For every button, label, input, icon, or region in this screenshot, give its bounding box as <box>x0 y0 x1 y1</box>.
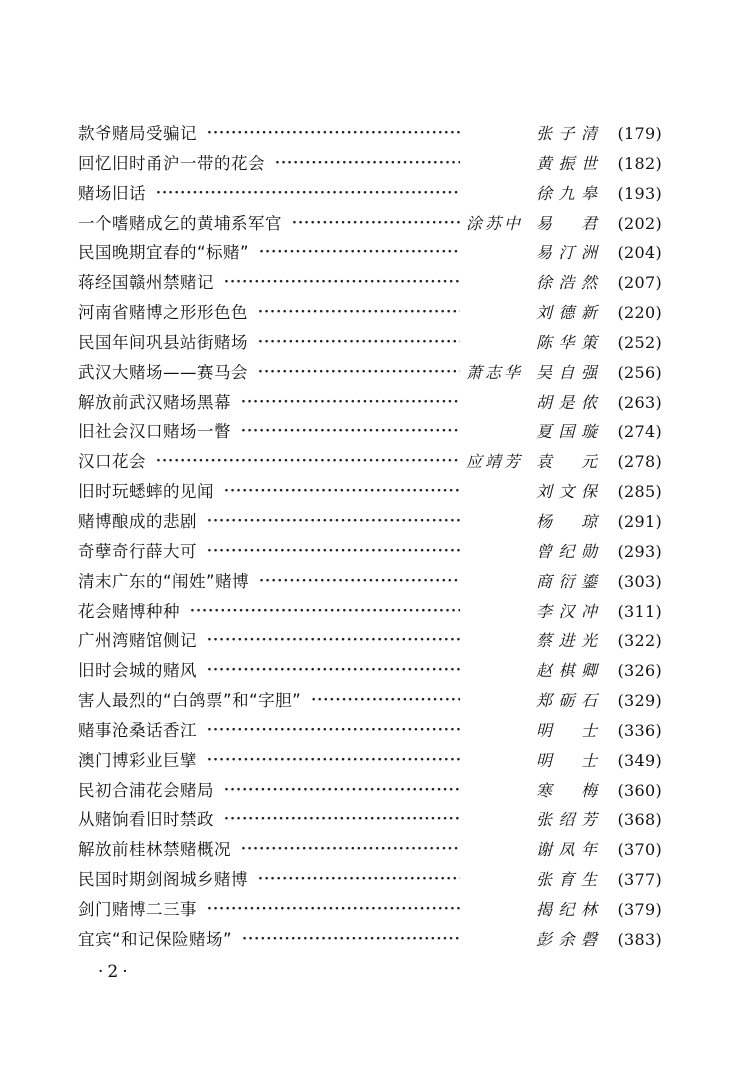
dot-leader <box>258 358 460 388</box>
entry-author: 商衍鎏 <box>536 571 600 591</box>
entry-author: 易君 <box>536 213 600 233</box>
entry-page: (322) <box>617 631 662 651</box>
toc-entry <box>78 298 662 328</box>
entry-author: 蔡进光 <box>536 631 600 651</box>
entry-page: (263) <box>617 392 662 412</box>
dot-leader <box>311 686 460 716</box>
entry-page: (291) <box>617 511 662 531</box>
entry-title: 从赌饷看旧时禁政 <box>78 810 214 830</box>
entry-author: 李汉冲 <box>536 601 600 621</box>
dot-leader <box>207 746 460 776</box>
toc-entry <box>78 865 662 895</box>
entry-page: (336) <box>617 720 662 740</box>
dot-leader <box>207 119 460 149</box>
entry-page: (326) <box>617 661 662 681</box>
entry-page: (252) <box>617 332 662 352</box>
entry-title: 武汉大赌场——赛马会 <box>78 362 248 382</box>
entry-page: (220) <box>617 303 662 323</box>
toc-entry <box>78 537 662 567</box>
entry-page: (182) <box>617 153 662 173</box>
toc-entry <box>78 388 662 418</box>
entry-author: 郑砺石 <box>536 691 600 711</box>
dot-leader <box>190 597 460 627</box>
entry-page: (207) <box>617 273 662 293</box>
entry-author: 易汀洲 <box>536 243 600 263</box>
entry-author: 吴自强 <box>536 362 600 382</box>
entry-coauthor: 应靖芳 <box>466 452 524 472</box>
entry-title: 解放前武汉赌场黑幕 <box>78 392 231 412</box>
entry-page: (256) <box>617 362 662 382</box>
entry-page: (285) <box>617 482 662 502</box>
entry-author: 赵棋卿 <box>536 661 600 681</box>
dot-leader <box>242 925 460 955</box>
entry-coauthor: 萧志华 <box>466 362 524 382</box>
dot-leader <box>259 567 460 597</box>
entry-title: 赌场旧话 <box>78 183 146 203</box>
entry-title: 民国时期剑阁城乡赌博 <box>78 870 248 890</box>
dot-leader <box>241 388 460 418</box>
entry-title: 解放前桂林禁赌概况 <box>78 840 231 860</box>
entry-title: 旧社会汉口赌场一瞥 <box>78 422 231 442</box>
entry-title: 一个嗜赌成乞的黄埔系军官 <box>78 213 282 233</box>
entry-page: (274) <box>617 422 662 442</box>
entry-author: 揭纪林 <box>536 899 600 919</box>
entry-page: (278) <box>617 452 662 472</box>
entry-page: (349) <box>617 750 662 770</box>
entry-title: 民初合浦花会赌局 <box>78 780 214 800</box>
entry-author: 明士 <box>536 720 600 740</box>
entry-author: 徐九皋 <box>536 183 600 203</box>
entry-author: 张育生 <box>536 870 600 890</box>
entry-author: 黄振世 <box>536 153 600 173</box>
entry-author: 徐浩然 <box>536 273 600 293</box>
toc-entry <box>78 417 662 447</box>
entry-page: (303) <box>617 571 662 591</box>
toc-entry <box>78 447 662 477</box>
entry-author: 杨琼 <box>536 511 600 531</box>
entry-author: 张子清 <box>536 124 600 143</box>
entry-title: 民国年间巩县站街赌场 <box>78 332 248 352</box>
dot-leader <box>292 209 460 239</box>
toc-entry <box>78 686 662 716</box>
dot-leader <box>207 626 460 656</box>
entry-author: 刘文保 <box>536 482 600 502</box>
dot-leader <box>275 149 460 179</box>
dot-leader <box>207 716 460 746</box>
entry-title: 民国晚期宜春的“标赌” <box>78 243 250 263</box>
entry-title: 奇孽奇行薛大可 <box>78 541 197 561</box>
toc-entry <box>78 358 662 388</box>
toc-entry <box>78 776 662 806</box>
entry-title: 清末广东的“闱姓”赌博 <box>78 571 250 591</box>
toc-entry <box>78 716 662 746</box>
entry-title: 回忆旧时甬沪一带的花会 <box>78 153 265 173</box>
entry-page: (311) <box>617 601 662 621</box>
entry-page: (377) <box>617 870 662 890</box>
toc-entry <box>78 746 662 776</box>
dot-leader <box>258 328 460 358</box>
entry-page: (368) <box>617 810 662 830</box>
toc-entry <box>78 656 662 686</box>
entry-title: 害人最烈的“白鸽票”和“字胆” <box>78 691 302 711</box>
entry-title: 旧时玩蟋蟀的见闻 <box>78 482 214 502</box>
dot-leader <box>207 507 460 537</box>
dot-leader <box>224 776 460 806</box>
entry-author: 明士 <box>536 750 600 770</box>
entry-page: (204) <box>617 243 662 263</box>
dot-leader <box>224 805 460 835</box>
toc-entry <box>78 119 662 149</box>
toc-entry <box>78 835 662 865</box>
toc-entry <box>78 925 662 955</box>
entry-title: 旧时会城的赌风 <box>78 661 197 681</box>
dot-leader <box>241 835 460 865</box>
dot-leader <box>224 477 460 507</box>
dot-leader <box>156 179 460 209</box>
dot-leader <box>259 238 460 268</box>
toc-entry <box>78 477 662 507</box>
entry-page: (370) <box>617 840 662 860</box>
entry-title: 汉口花会 <box>78 452 146 472</box>
entry-author: 刘德新 <box>536 303 600 323</box>
toc-entry <box>78 567 662 597</box>
page-number: ·2· <box>98 962 132 982</box>
entry-author: 胡是侬 <box>536 392 600 412</box>
entry-page: (379) <box>617 899 662 919</box>
toc-entry <box>78 805 662 835</box>
toc-entry <box>78 597 662 627</box>
toc-entry <box>78 209 662 239</box>
entry-title: 河南省赌博之形形色色 <box>78 303 248 323</box>
dot-leader <box>258 298 460 328</box>
toc-entry <box>78 507 662 537</box>
dot-leader <box>156 447 460 477</box>
dot-leader <box>258 865 460 895</box>
toc-entry <box>78 895 662 925</box>
toc-entry <box>78 179 662 209</box>
entry-author: 彭余磬 <box>536 929 600 949</box>
entry-title: 剑门赌博二三事 <box>78 899 197 919</box>
entry-title: 澳门博彩业巨擘 <box>78 750 197 770</box>
toc-entry <box>78 238 662 268</box>
entry-page: (329) <box>617 691 662 711</box>
entry-title: 花会赌博种种 <box>78 601 180 621</box>
entry-page: (179) <box>617 124 662 143</box>
entry-title: 款爷赌局受骗记 <box>78 124 197 143</box>
dot-leader <box>241 417 460 447</box>
entry-page: (293) <box>617 541 662 561</box>
entry-title: 广州湾赌馆侧记 <box>78 631 197 651</box>
entry-page: (193) <box>617 183 662 203</box>
entry-author: 谢凤年 <box>536 840 600 860</box>
entry-author: 张绍芳 <box>536 810 600 830</box>
toc-entry <box>78 328 662 358</box>
toc-entry <box>78 149 662 179</box>
entry-author: 夏国璇 <box>536 422 600 442</box>
toc-entry <box>78 268 662 298</box>
entry-title: 蒋经国赣州禁赌记 <box>78 273 214 293</box>
entry-author: 袁元 <box>536 452 600 472</box>
entry-title: 赌博酿成的悲剧 <box>78 511 197 531</box>
table-of-contents <box>78 119 662 955</box>
entry-author: 曾纪勋 <box>536 541 600 561</box>
entry-author: 陈华策 <box>536 332 600 352</box>
entry-page: (383) <box>617 929 662 949</box>
entry-title: 赌事沧桑话香江 <box>78 720 197 740</box>
dot-leader <box>224 268 460 298</box>
dot-leader <box>207 656 460 686</box>
entry-page: (202) <box>617 213 662 233</box>
entry-title: 宜宾“和记保险赌场” <box>78 929 233 949</box>
toc-entry <box>78 626 662 656</box>
dot-leader <box>207 895 460 925</box>
entry-author: 寒梅 <box>536 780 600 800</box>
entry-page: (360) <box>617 780 662 800</box>
entry-coauthor: 涂苏中 <box>466 213 524 233</box>
dot-leader <box>207 537 460 567</box>
